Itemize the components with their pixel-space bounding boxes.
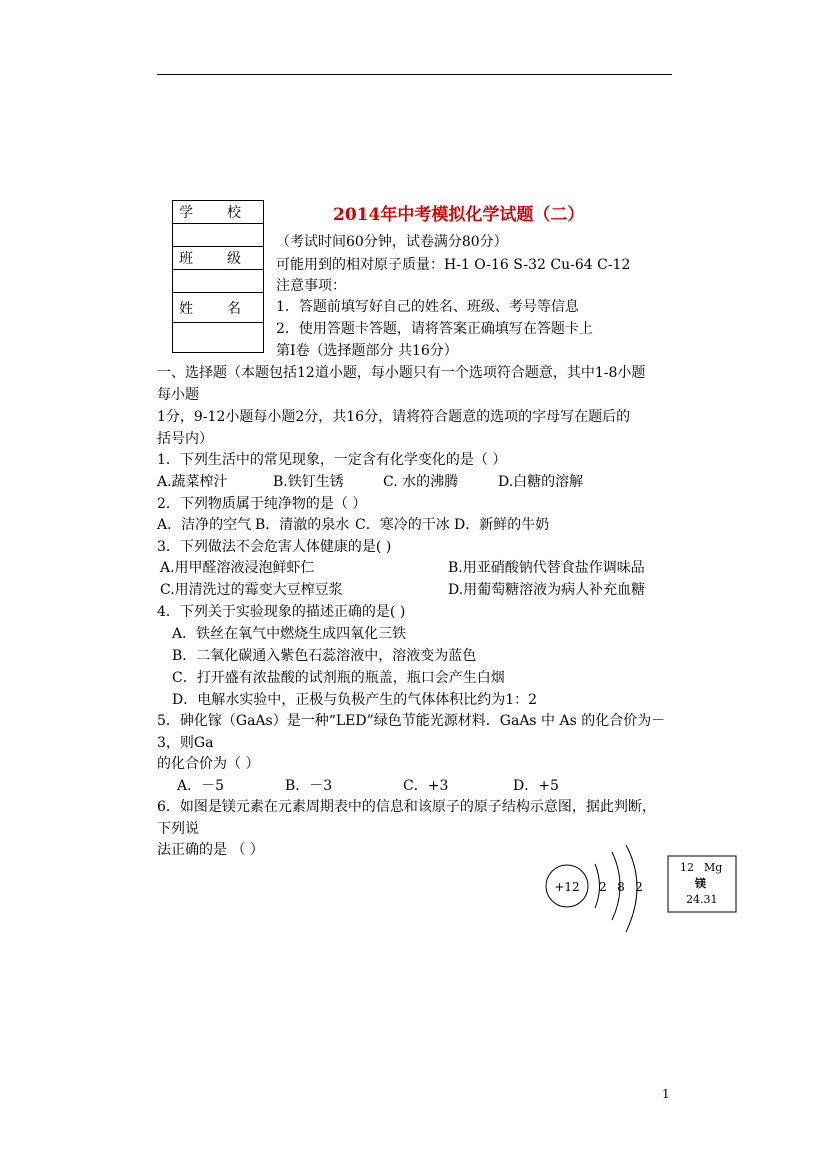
question-1-stem: 1．下列生活中的常见现象，一定含有化学变化的是（ ） [157, 452, 507, 468]
section-intro-line-2: 每小题 [157, 387, 199, 403]
class-label-cell: 班 级 [173, 247, 264, 270]
question-6-line-1: 6．如图是镁元素在元素周期表中的信息和该原子的原子结构示意图，据此判断， [157, 799, 656, 815]
question-6-line-3: 法正确的是 （ ） [157, 842, 264, 858]
q2-option-d: D．新鲜的牛奶 [454, 517, 550, 533]
section-intro-line-3: 1分，9-12小题每小题2分，共16分，请将符合题意的选项的字母写在题后的 [157, 409, 631, 425]
q1-option-c: C. 水的沸腾 [383, 474, 459, 490]
q4-option-a: A．铁丝在氧气中燃烧生成四氧化三铁 [172, 626, 407, 642]
q4-option-d: D．电解水实验中，正极与负极产生的气体体积比约为1：2 [172, 692, 538, 708]
periodic-table-cell [668, 856, 736, 912]
shell-2-electrons: 8 [617, 880, 625, 894]
atomic-mass-note: 可能用到的相对原子质量：H-1 O-16 S-32 Cu-64 C-12 [276, 257, 631, 273]
q5-option-b: B．－3 [285, 778, 333, 794]
header-rule [157, 74, 672, 75]
element-name: 镁 [695, 877, 706, 890]
q3-option-a: A.用甲醛溶液浸泡鲜虾仁 [160, 560, 315, 576]
q1-option-a: A.蔬菜榨汁 [157, 474, 228, 490]
question-6-line-2: 下列说 [157, 821, 199, 837]
nucleus-charge: +12 [554, 880, 580, 894]
q1-option-d: D.白糖的溶解 [498, 474, 584, 490]
question-4-stem: 4．下列关于实验现象的描述正确的是( ) [157, 604, 406, 620]
question-3-stem: 3．下列做法不会危害人体健康的是( ) [157, 539, 392, 555]
q4-option-c: C．打开盛有浓盐酸的试剂瓶的瓶盖，瓶口会产生白烟 [172, 670, 505, 686]
q1-option-b: B.铁钉生锈 [273, 474, 344, 490]
note-1: 1．答题前填写好自己的姓名、班级、考号等信息 [276, 299, 579, 315]
q3-option-b: B.用亚硝酸钠代替食盐作调味品 [448, 560, 645, 576]
shell-1-electrons: 2 [599, 880, 607, 894]
note-2: 2．使用答题卡答题，请将答案正确填写在答题卡上 [276, 321, 593, 337]
notes-heading: 注意事项： [276, 278, 346, 294]
q2-option-b: B．清澈的泉水 [255, 517, 350, 533]
atom-structure-diagram [546, 845, 643, 932]
magnesium-diagram [540, 840, 750, 936]
q5-option-a: A．－5 [177, 778, 225, 794]
atomic-mass: 24.31 [686, 893, 718, 906]
name-blank-cell [173, 323, 264, 353]
q2-option-c: C．寒冷的干冰 [355, 517, 450, 533]
question-5-line-2: 3，则Ga [157, 735, 214, 751]
q4-option-b: B．二氧化碳通入紫色石蕊溶液中，溶液变为蓝色 [172, 648, 477, 664]
shell-3-electrons: 2 [635, 880, 643, 894]
school-label-cell: 学 校 [173, 201, 264, 224]
class-blank-cell [173, 270, 264, 293]
student-info-table [172, 200, 264, 353]
q3-option-c: C.用清洗过的霉变大豆榨豆浆 [160, 582, 343, 598]
name-label-cell: 姓 名 [173, 293, 264, 323]
section-intro-line-4: 括号内） [157, 431, 213, 447]
question-2-stem: 2．下列物质属于纯净物的是（ ） [157, 496, 367, 512]
q5-option-d: D．+5 [513, 778, 559, 794]
q2-option-a: A．洁净的空气 [157, 517, 252, 533]
element-symbol: Mg [704, 861, 723, 874]
school-blank-cell [173, 224, 264, 247]
section-intro-line-1: 一、选择题（本题包括12道小题，每小题只有一个选项符合题意，其中1-8小题 [157, 365, 646, 381]
question-5-line-1: 5．砷化镓（GaAs）是一种“LED”绿色节能光源材料．GaAs 中 As 的化合价为－ [157, 713, 666, 729]
part-one-heading: 第I卷（选择题部分 共16分） [276, 343, 458, 359]
page-number: 1 [662, 1087, 670, 1101]
q5-option-c: C．+3 [403, 778, 449, 794]
q3-option-d: D.用葡萄糖溶液为病人补充血糖 [448, 582, 646, 598]
atomic-number: 12 [680, 861, 694, 874]
question-5-line-3: 的化合价为（ ） [157, 756, 260, 772]
exam-time-note: （考试时间60分钟，试卷满分80分） [276, 234, 508, 250]
exam-title: 2014年中考模拟化学试题（二） [333, 205, 585, 225]
